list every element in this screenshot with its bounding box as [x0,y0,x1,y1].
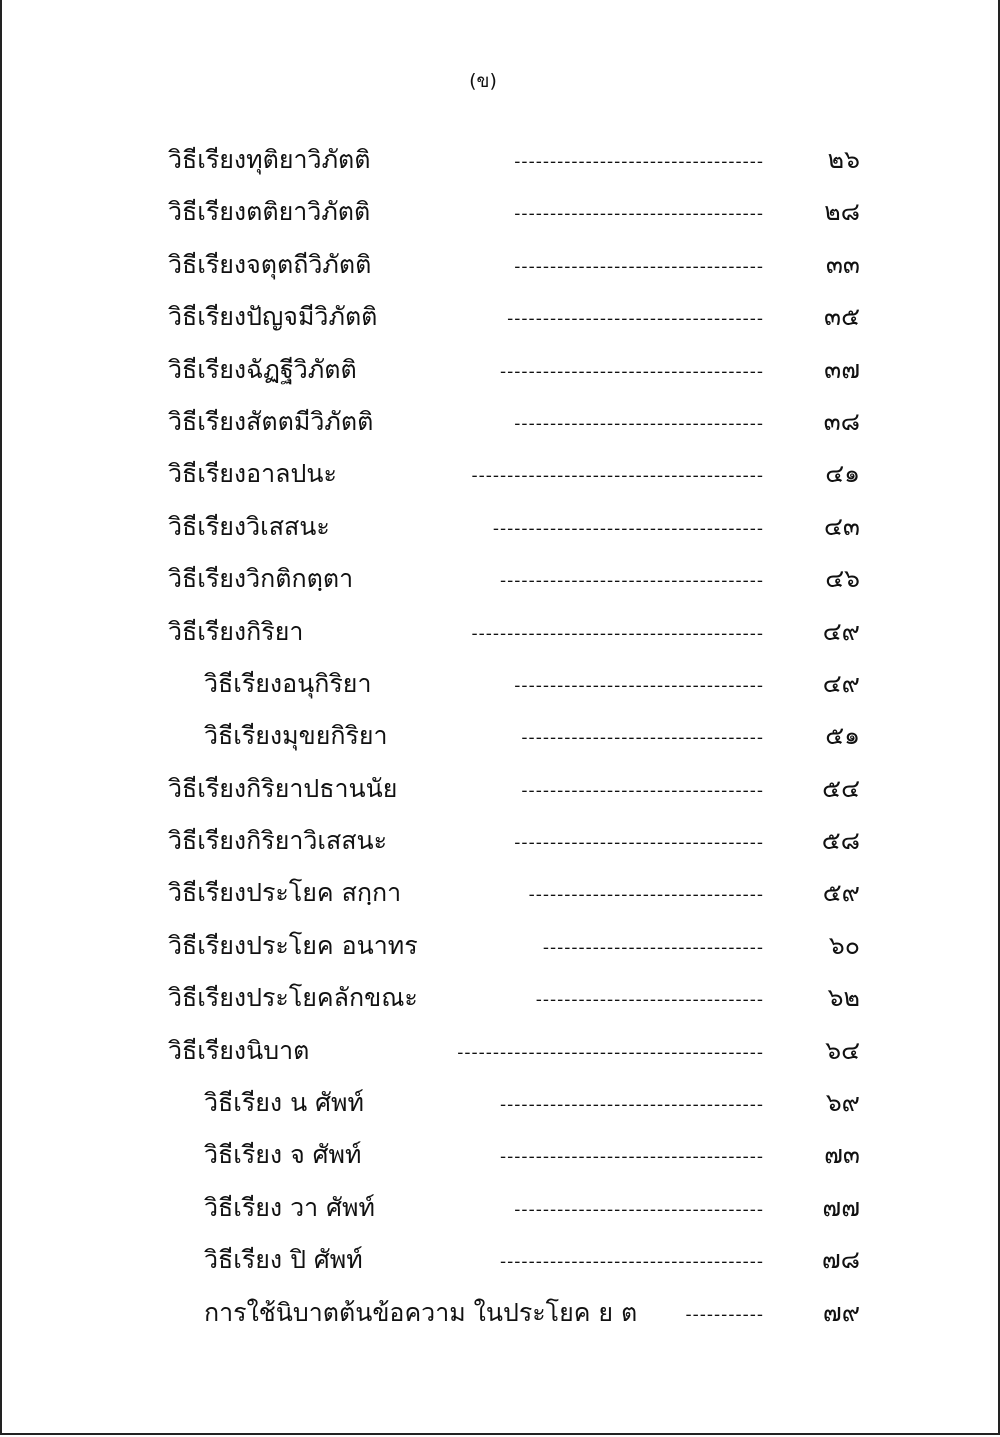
toc-entry [0,501,1000,553]
toc-entry-page-number: ๕๙ [822,878,860,908]
toc-entry [0,291,1000,343]
toc-entry [0,658,1000,710]
toc-entry-title: วิธีเรียงประโยคลักขณะ [168,983,418,1013]
toc-entry-page-number: ๓๕ [823,302,860,332]
toc-entry-page-number: ๒๘ [824,197,860,227]
toc-entry-title: วิธีเรียงประโยค อนาทร [168,930,418,960]
toc-entry-title: วิธีเรียงทุติยาวิภัตติ [168,145,371,174]
toc-dot-leader: ------------------------------------- [500,1147,764,1168]
toc-entry-page-number: ๓๘ [823,406,860,436]
toc-entry-page-number: ๗๘ [821,1245,860,1275]
toc-entry-page-number: ๕๔ [822,773,860,803]
toc-entry-page-number: ๖๔ [825,1035,860,1065]
toc-dot-leader: ------------------------------- [542,937,764,958]
toc-entry-page-number: ๗๓ [824,1140,860,1170]
toc-dot-leader: -------------------------------- [535,990,764,1011]
toc-dot-leader: -------------------------------------- [492,518,764,539]
page-number: (ข) [469,70,497,92]
toc-dot-leader: ----------------------------------- [514,204,764,225]
toc-entry-title: วิธีเรียงอาลปนะ [168,459,337,489]
toc-dot-leader: ----------------------------------- [514,1199,764,1220]
toc-entry [0,1077,1000,1129]
toc-entry [0,606,1000,658]
toc-dot-leader: ------------------------------------- [500,1252,764,1273]
toc-entry [0,553,1000,605]
toc-dot-leader: ------------------------------------- [500,1095,764,1116]
toc-entry [0,1025,1000,1077]
toc-entry-page-number: ๖๒ [827,983,860,1013]
toc-entry-title: วิธีเรียงนิบาต [168,1035,310,1065]
toc-entry [0,710,1000,762]
toc-dot-leader: ---------------------------------- [521,728,764,749]
toc-entry [0,815,1000,867]
toc-dot-leader: ----------------------------------- [514,256,764,277]
toc-entry-title: วิธีเรียงวิเสสนะ [168,511,330,541]
toc-entry-page-number: ๔๑ [825,459,860,489]
toc-entry [0,448,1000,500]
toc-entry-title: วิธีเรียงจตุตถีวิภัตติ [168,249,372,279]
toc-entry-page-number: ๔๓ [823,511,860,541]
toc-dot-leader: ----------------------------------- [514,413,764,434]
toc-dot-leader: --------------------------------- [528,885,764,906]
toc-entry-title: วิธีเรียง จ ศัพท์ [204,1140,362,1170]
toc-entry-title: วิธีเรียงฉัฏฐีวิภัตติ [168,354,357,384]
toc-entry [0,1182,1000,1234]
toc-dot-leader: ----------------------------------- [514,675,764,696]
toc-dot-leader: ----------------------------------- [514,152,764,172]
table-of-contents [0,134,1000,1339]
toc-entry-page-number: ๓๓ [825,249,860,279]
toc-entry [0,134,1000,186]
toc-entry-page-number: ๖๙ [825,1088,860,1118]
toc-entry [0,396,1000,448]
toc-entry-page-number: ๔๖ [825,564,860,594]
toc-dot-leader: ----------------------------------- [514,833,764,854]
toc-entry-title: วิธีเรียง วา ศัพท์ [204,1192,375,1222]
toc-entry [0,1287,1000,1339]
toc-entry-title: วิธีเรียงกิริยาปธานนัย [168,773,398,803]
toc-dot-leader: ----------- [685,1304,764,1325]
toc-entry-page-number: ๖๐ [828,930,860,960]
toc-dot-leader: ---------------------------------- [521,780,764,801]
toc-entry-page-number: ๕๘ [821,826,860,856]
toc-dot-leader: ------------------------------------------- [457,1042,764,1063]
toc-entry [0,763,1000,815]
toc-entry [0,867,1000,919]
toc-dot-leader: ------------------------------------- [500,571,764,592]
toc-entry [0,186,1000,238]
toc-entry-title: วิธีเรียงสัตตมีวิภัตติ [168,406,374,436]
toc-entry-title: วิธีเรียง น ศัพท์ [204,1088,364,1118]
toc-entry-title: วิธีเรียง ปิ ศัพท์ [204,1245,363,1275]
toc-entry-page-number: ๗๙ [822,1297,860,1327]
toc-entry [0,344,1000,396]
toc-entry-page-number: ๔๙ [822,616,860,646]
toc-entry [0,1129,1000,1181]
toc-entry-page-number: ๒๖ [827,145,860,174]
toc-entry-page-number: ๔๙ [822,668,860,698]
toc-entry-title: วิธีเรียงกิริยาวิเสสนะ [168,826,387,856]
toc-entry-title: วิธีเรียงอนุกิริยา [204,668,372,698]
toc-entry [0,972,1000,1024]
toc-entry [0,239,1000,291]
toc-entry-title: วิธีเรียงตติยาวิภัตติ [168,197,371,227]
toc-entry-title: วิธีเรียงประโยค สกฺกา [168,878,402,908]
toc-dot-leader: ----------------------------------------- [471,466,764,487]
toc-entry-title: วิธีเรียงมุขยกิริยา [204,721,388,751]
toc-entry-title: วิธีเรียงกิริยา [168,616,304,646]
toc-dot-leader: ----------------------------------------- [471,623,764,644]
toc-entry-title: วิธีเรียงวิกติกตฺตา [168,564,354,594]
toc-dot-leader: ------------------------------------ [507,309,764,330]
toc-entry-page-number: ๗๗ [822,1192,860,1222]
toc-entry [0,1234,1000,1286]
toc-dot-leader: ------------------------------------- [500,361,764,382]
toc-entry-page-number: ๓๗ [824,354,860,384]
toc-entry [0,920,1000,972]
toc-entry-title: วิธีเรียงปัญจมีวิภัตติ [168,302,378,332]
toc-entry-page-number: ๕๑ [825,721,860,751]
toc-entry-title: การใช้นิบาตต้นข้อความ ในประโยค ย ต [204,1297,638,1327]
